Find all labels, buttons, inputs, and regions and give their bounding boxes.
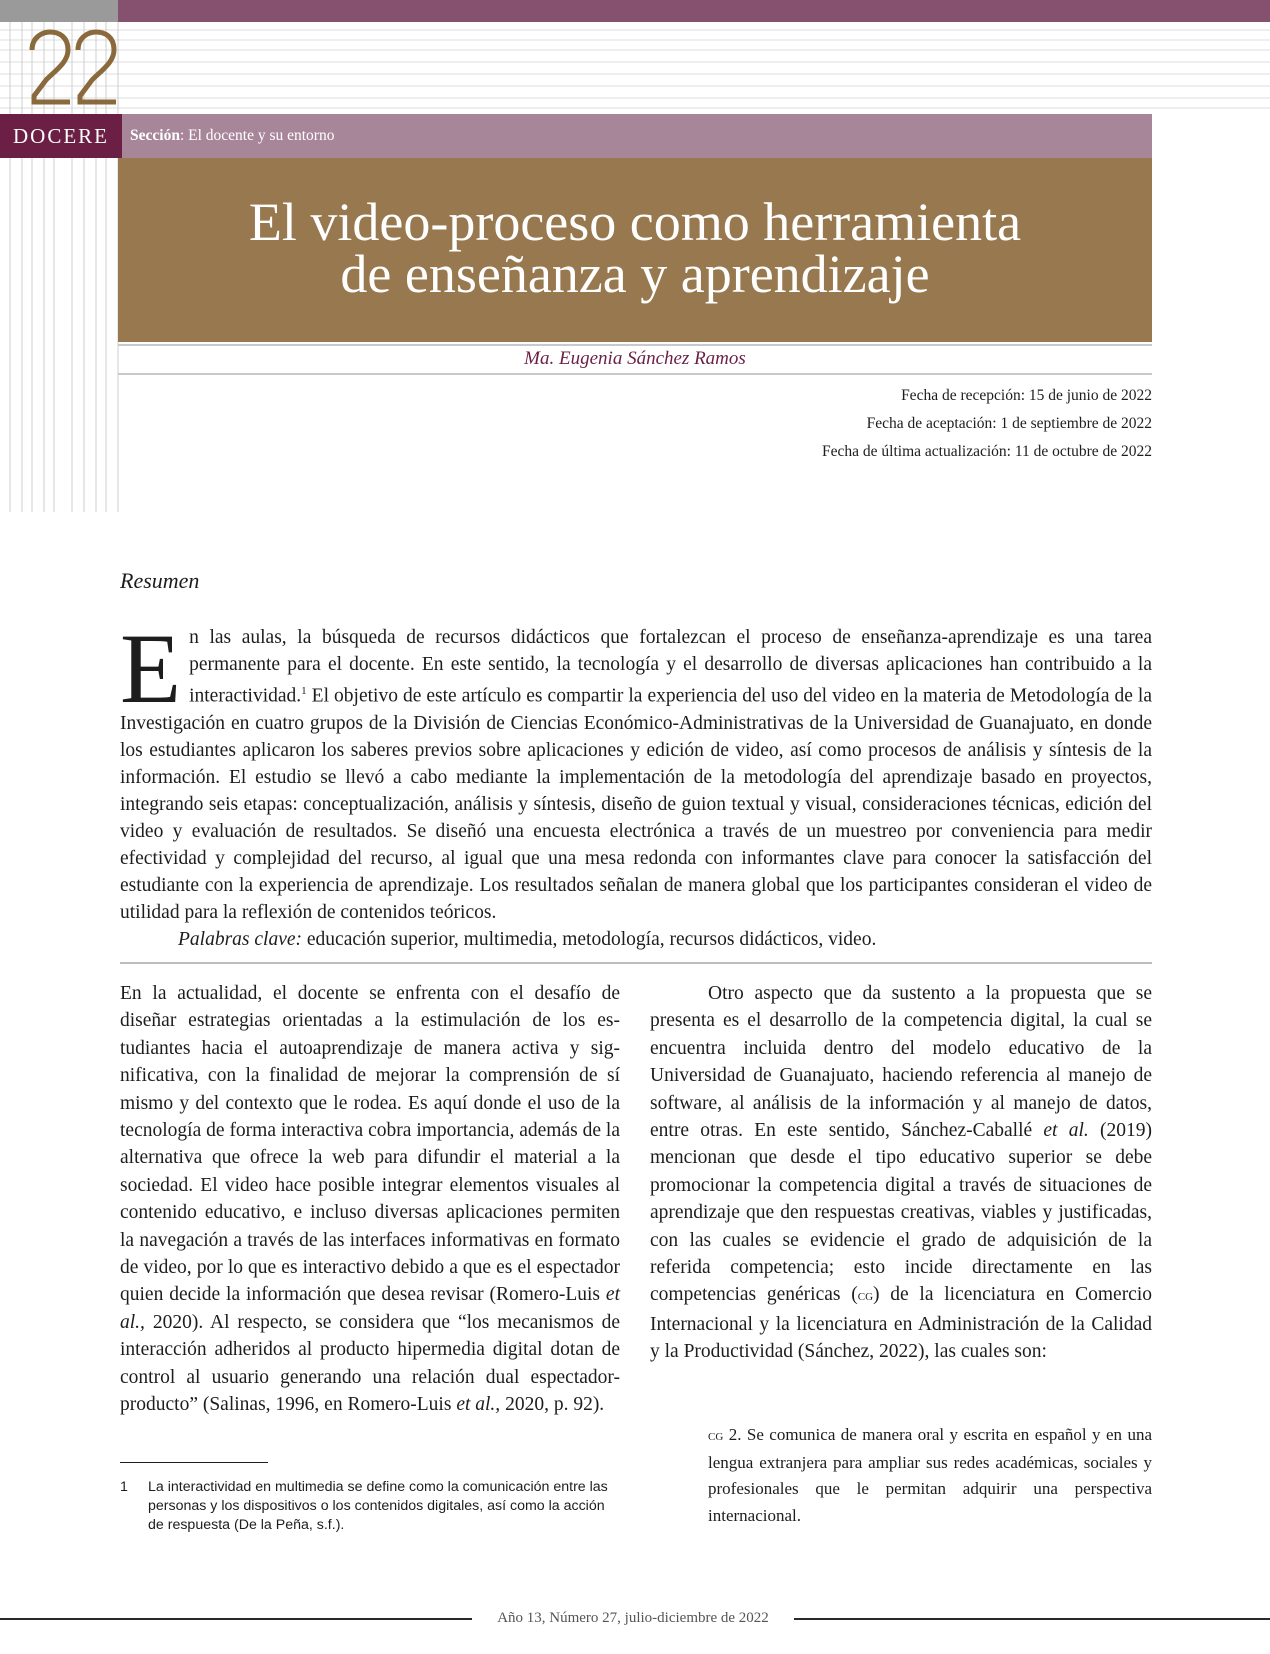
divider [120, 962, 1152, 964]
title-line-2: de enseñanza y aprendizaje [340, 244, 930, 304]
keywords-label: Palabras clave: [178, 929, 303, 950]
paragraph-text: 2020, p. 92). [500, 1394, 605, 1416]
drop-cap: E [120, 613, 182, 724]
competency-quote [708, 1422, 1152, 1529]
title-line-1: El video-proceso como herramienta [248, 192, 1022, 252]
footer-issue: Año 13, Número 27, julio-diciembre de 2022 [497, 1610, 769, 1626]
et-al: et al., [120, 1284, 620, 1333]
divider [118, 344, 1152, 346]
paragraph-text: En la actualidad, el docente se enfrenta con el desafío de diseñar estrategias orientadas a la estimulación de los estudiantes hacia el autoaprendizaje de manera activa y significativa, con la finalidad de mejorar la comprensión de sí mismo y del contexto que le rodea. Es aquí donde el uso de la tecnología de forma interactiva cobra importancia, además de la alternativa que ofrece la web para difundir el material a la sociedad. El video hace posible integrar elementos visuales al contenido educativo, e incluso diversas aplicaciones permiten la navegación a través de las interfaces informativas en formato de video, por lo que es interactivo debido a que es el espectador quien decide la información que desea revisar (Romero-Luis [120, 983, 620, 1306]
journal-name: DOCERE [0, 114, 122, 158]
body-left-column [120, 980, 620, 1419]
footnote [120, 1478, 620, 1535]
paragraph-text: ) de la licenciatura en Comercio Internacional y la licenciatura en Administración de la Calidad y la Productividad (Sánchez, 2022), las cuales son: [650, 1284, 1153, 1363]
date-received: Fecha de recepción: 15 de junio de 2022 [901, 387, 1152, 404]
footnote-ref: 1 [301, 685, 307, 697]
section-bar [122, 114, 1152, 158]
cg-abbrev: cg [708, 1428, 724, 1444]
paragraph-text: (2019) mencionan que desde el tipo educativo superior se debe promocionar la competencia digital a través de situaciones de aprendizaje que den respuestas creativas, viables y justificadas, con las cuales se evidencie el grado de adquisición de la referida competencia; esto incide directamente en las competencias genéricas ( [650, 1120, 1152, 1306]
paragraph-text: Otro aspecto que da sustento a la propuesta que se presenta es el desarrollo de la competencia digital, la cual se encuentra incluida dentro del modelo educativo de la Universidad de Guanajuato, haciendo referencia al manejo de software, al análisis de la información y al manejo de datos, entre otras. En este sentido, Sánchez-Caballé [650, 983, 1152, 1142]
date-accepted: Fecha de aceptación: 1 de septiembre de 2022 [866, 415, 1152, 432]
footnote-text: La interactividad en multimedia se define como la comunicación entre las personas y los dispositivos o los contenidos digitales, así como la acción de respuesta (De la Peña, s.f.). [148, 1479, 608, 1533]
quote-text: 2. Se comunica de manera oral y escrita en español y en una lengua extranjera para ampliar sus redes académicas, sociales y profesionales que le permitan adquirir una perspectiva internacional. [708, 1425, 1152, 1525]
paragraph [650, 980, 1152, 1366]
keywords [120, 926, 1152, 953]
top-purple-band [118, 0, 1270, 22]
decorative-horizontal-lines [0, 22, 1270, 112]
cg-abbrev: cg [857, 1288, 874, 1305]
footnote-number: 1 [120, 1479, 128, 1495]
paragraph-text: 2020). Al respecto, se considera que “los mecanismos de interacción adheridos al producto hipermedia digital dotan de control al usuario generando una relación dual espectador-producto” (Salinas, 1996, en Romero-Luis [120, 1311, 620, 1416]
footnote-rule [120, 1462, 268, 1463]
abstract-heading: Resumen [120, 568, 200, 593]
author-name: Ma. Eugenia Sánchez Ramos [524, 348, 746, 369]
abstract-part: El objetivo de este artículo es compartir la experiencia del uso del video en la materia de Metodología de la Investigación en cuatro grupos de la División de Ciencias Económico-Administrativas de la Universidad de Guanajuato, en donde los estudiantes aplicaron los saberes previos sobre aplicaciones y edición de video, así como procesos de análisis y síntesis de la información. El estudio se llevó a cabo mediante la implementación de la metodología del aprendizaje basado en proyectos, integrando seis etapas: conceptualización, análisis y síntesis, diseño de guion textual y visual, consideraciones técnicas, edición del video y evaluación de resultados. Se diseñó una encuesta electrónica a través de un muestreo por conveniencia para medir efectividad y complejidad del recurso, al igual que una mesa redonda con informantes clave para conocer la satisfacción del estudiante con la experiencia de aprendizaje. Los resultados señalan de manera global que los participantes consideran el video de utilidad para la reflexión de contenidos teóricos. [120, 685, 1152, 923]
divider [118, 373, 1152, 375]
top-gray-band [0, 0, 118, 22]
section-value: : El docente y su entorno [179, 127, 335, 144]
body-right-column [650, 980, 1152, 1366]
dates-block [822, 382, 1152, 466]
et-al: et al. [1043, 1120, 1089, 1142]
footer-rule-right [794, 1618, 1270, 1620]
footer-rule-left [0, 1618, 472, 1620]
date-updated: Fecha de última actualización: 11 de octubre de 2022 [822, 443, 1152, 460]
abstract-part: n las aulas, la búsqueda de recursos didácticos que fortalezcan el proceso de enseñanza-aprendizaje es una tarea permanente para el docente. En este sentido, la tecnología y el desarrollo de diversas aplicaciones han contribuido a la interactividad. [189, 627, 1152, 707]
article-title [118, 192, 1152, 304]
et-al: et al., [456, 1394, 501, 1416]
keywords-list: educación superior, multimedia, metodología, recursos didácticos, video. [302, 929, 877, 950]
section-label: Sección [130, 127, 180, 144]
issue-number-logo [26, 26, 122, 110]
abstract-text [120, 613, 1152, 926]
